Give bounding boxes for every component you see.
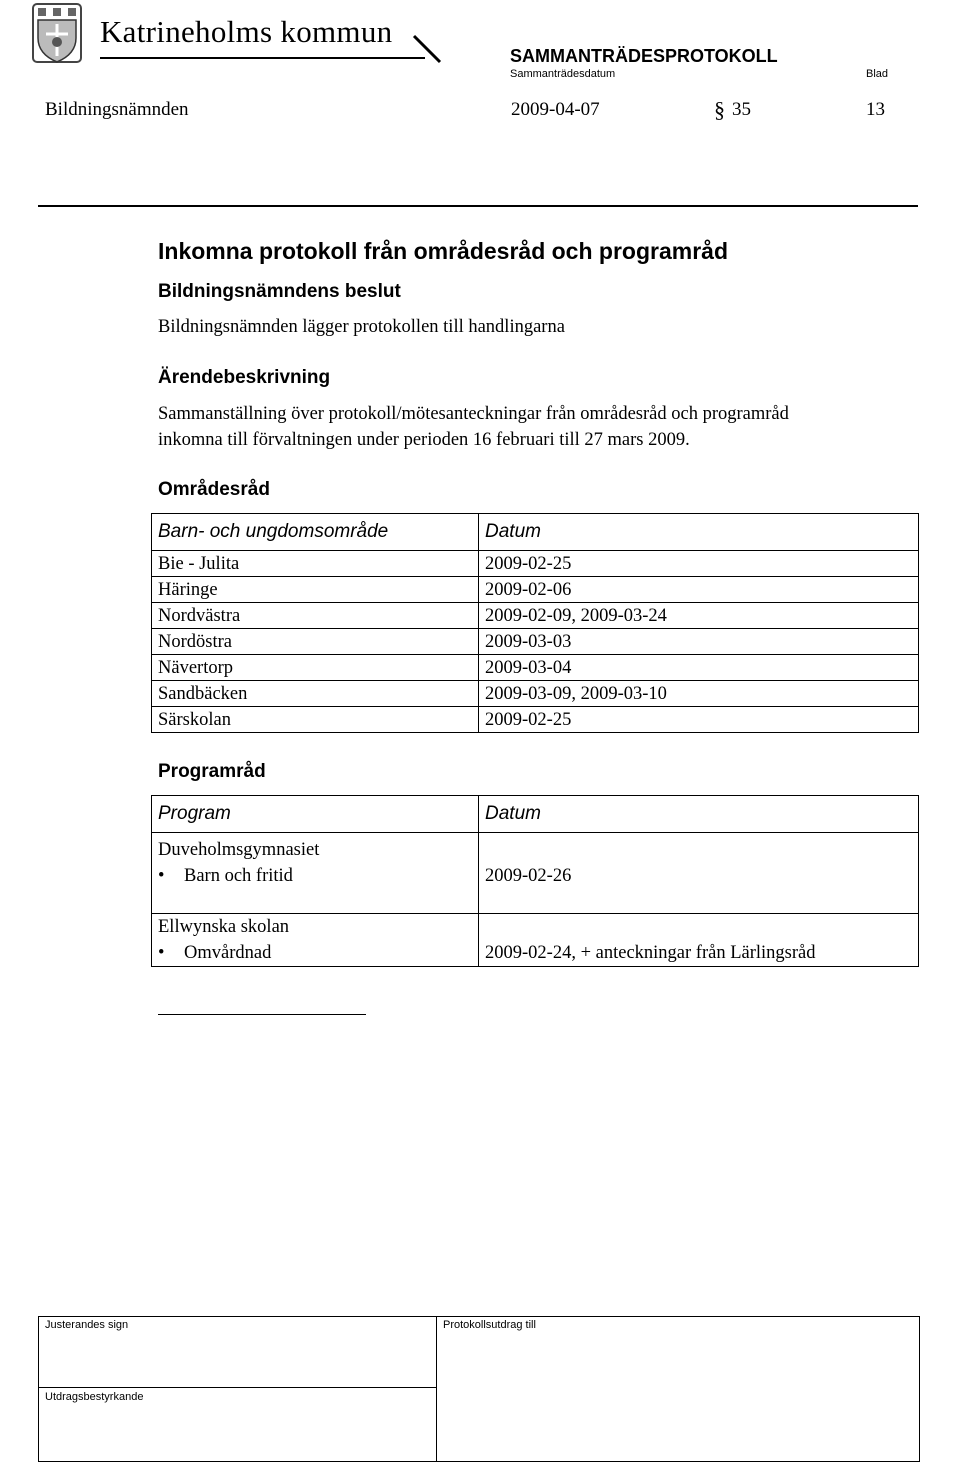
extract-label: Protokollsutdrag till xyxy=(443,1319,536,1331)
area-cell: Nordvästra xyxy=(152,603,479,629)
brand-underline xyxy=(100,57,425,59)
sign-label: Justerandes sign xyxy=(45,1319,129,1331)
date-label: Sammanträdesdatum xyxy=(510,68,616,80)
area-cell: Häringe xyxy=(152,577,479,603)
section-symbol: § xyxy=(714,97,725,122)
description-line-2: inkomna till förvaltningen under perioden 16 februari till 27 mars 2009. xyxy=(158,430,690,450)
header-divider xyxy=(38,205,918,207)
date-cell: 2009-03-09, 2009-03-10 xyxy=(479,681,919,707)
program-council-heading: Programråd xyxy=(158,761,266,782)
table-row xyxy=(152,833,919,914)
certify-label: Utdragsbestyrkande xyxy=(45,1391,144,1403)
date-cell: 2009-02-26 xyxy=(479,833,919,914)
column-header-program: Program xyxy=(152,796,479,833)
program-cell xyxy=(152,833,479,914)
program-name: Omvårdnad xyxy=(184,943,272,963)
table-row xyxy=(152,551,919,577)
area-cell: Särskolan xyxy=(152,707,479,733)
table-row xyxy=(152,629,919,655)
municipal-crest-icon xyxy=(30,2,84,66)
area-cell: Nävertorp xyxy=(152,655,479,681)
section-number: 35 xyxy=(732,99,751,120)
table-header-row xyxy=(152,796,919,833)
sheet-label: Blad xyxy=(866,68,889,80)
footer-horizontal-divider xyxy=(39,1387,437,1388)
date-cell: 2009-02-24, + anteckningar från Lärlingsråd xyxy=(479,914,919,967)
area-council-table xyxy=(151,513,919,733)
program-item xyxy=(158,863,478,889)
brand-slash-mark xyxy=(412,34,442,64)
bullet-icon: • xyxy=(158,866,165,886)
area-cell: Bie - Julita xyxy=(152,551,479,577)
footnote-rule xyxy=(158,1014,366,1015)
date-cell: 2009-03-03 xyxy=(479,629,919,655)
date-cell: 2009-02-06 xyxy=(479,577,919,603)
column-header-area: Barn- och ungdomsområde xyxy=(152,514,479,551)
footer-vertical-divider xyxy=(436,1317,437,1461)
school-name: Ellwynska skolan xyxy=(158,917,290,937)
committee-name: Bildningsnämnden xyxy=(45,99,189,120)
document-type: SAMMANTRÄDESPROTOKOLL xyxy=(510,46,778,66)
column-header-date: Datum xyxy=(479,514,919,551)
table-row xyxy=(152,914,919,967)
decision-heading: Bildningsnämndens beslut xyxy=(158,281,401,302)
area-cell: Sandbäcken xyxy=(152,681,479,707)
table-row xyxy=(152,603,919,629)
date-cell: 2009-03-04 xyxy=(479,655,919,681)
table-row xyxy=(152,577,919,603)
program-item xyxy=(158,940,478,966)
signature-box xyxy=(38,1316,920,1462)
table-row xyxy=(152,681,919,707)
description-heading: Ärendebeskrivning xyxy=(158,367,331,388)
bullet-icon: • xyxy=(158,943,165,963)
program-cell xyxy=(152,914,479,967)
program-council-table xyxy=(151,795,919,967)
sheet-number: 13 xyxy=(866,99,885,120)
table-row xyxy=(152,655,919,681)
decision-text: Bildningsnämnden lägger protokollen till handlingarna xyxy=(158,317,565,337)
school-name: Duveholmsgymnasiet xyxy=(158,840,320,860)
description-line-1: Sammanställning över protokoll/mötesanteckningar från områdesråd och programråd xyxy=(158,404,789,424)
program-name: Barn och fritid xyxy=(184,866,293,886)
date-cell: 2009-02-25 xyxy=(479,707,919,733)
area-council-heading: Områdesråd xyxy=(158,479,270,500)
brand-name: Katrineholms kommun xyxy=(100,14,393,49)
date-cell: 2009-02-25 xyxy=(479,551,919,577)
area-cell: Nordöstra xyxy=(152,629,479,655)
table-row xyxy=(152,707,919,733)
date-cell: 2009-02-09, 2009-03-24 xyxy=(479,603,919,629)
meeting-date: 2009-04-07 xyxy=(511,99,600,120)
table-header-row xyxy=(152,514,919,551)
column-header-date: Datum xyxy=(479,796,919,833)
page-title: Inkomna protokoll från områdesråd och programråd xyxy=(158,238,728,264)
